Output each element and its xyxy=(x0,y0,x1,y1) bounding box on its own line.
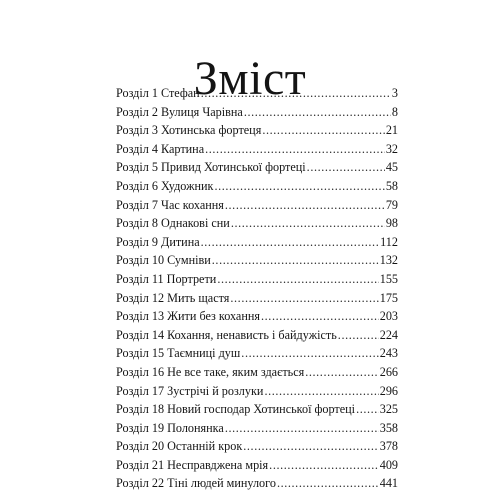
toc-dot-leader xyxy=(201,84,391,103)
toc-dot-leader xyxy=(261,307,379,326)
toc-dot-leader xyxy=(262,121,385,140)
toc-entry xyxy=(116,289,398,308)
toc-dot-leader xyxy=(243,437,378,456)
toc-entry-title: Розділ 3 Хотинська фортеця xyxy=(116,123,262,138)
toc-entry-page-number: 325 xyxy=(379,402,398,417)
toc-dot-leader xyxy=(264,382,378,401)
table-of-contents xyxy=(116,84,398,493)
toc-entry xyxy=(116,326,398,345)
toc-dot-leader xyxy=(277,474,379,493)
toc-dot-leader xyxy=(201,233,380,252)
toc-entry-page-number: 409 xyxy=(379,457,398,472)
toc-entry-title: Розділ 22 Тіні людей минулого xyxy=(116,476,276,491)
page-title: Зміст xyxy=(193,52,307,106)
toc-entry xyxy=(116,307,398,326)
toc-entry-title: Розділ 12 Мить щастя xyxy=(116,290,230,305)
toc-entry-title: Розділ 5 Привид Хотинської фортеці xyxy=(116,160,306,175)
toc-entry-title: Розділ 16 Не все таке, яким здається xyxy=(116,364,305,379)
toc-entry-page-number: 45 xyxy=(385,160,398,175)
toc-entry-title: Розділ 21 Несправджена мрія xyxy=(116,457,269,472)
toc-entry-title: Розділ 14 Кохання, ненависть і байдужість xyxy=(116,327,337,342)
toc-entry-page-number: 32 xyxy=(385,141,398,156)
toc-dot-leader xyxy=(230,289,378,308)
toc-dot-leader xyxy=(244,103,391,122)
toc-dot-leader xyxy=(307,158,385,177)
toc-entry-page-number: 132 xyxy=(379,253,398,268)
toc-entry-title: Розділ 4 Картина xyxy=(116,141,205,156)
toc-entry-page-number: 58 xyxy=(385,178,398,193)
toc-entry-page-number: 175 xyxy=(379,290,398,305)
toc-entry xyxy=(116,419,398,438)
toc-entry-page-number: 203 xyxy=(379,309,398,324)
toc-entry-page-number: 358 xyxy=(379,420,398,435)
toc-dot-leader xyxy=(225,196,385,215)
toc-entry-title: Розділ 13 Жити без кохання xyxy=(116,309,260,324)
toc-dot-leader xyxy=(231,214,385,233)
toc-entry xyxy=(116,437,398,456)
toc-entry xyxy=(116,474,398,493)
toc-dot-leader xyxy=(269,456,379,475)
toc-entry-title: Розділ 15 Таємниці душ xyxy=(116,346,241,361)
toc-entry-title: Розділ 9 Дитина xyxy=(116,234,200,249)
toc-entry-title: Розділ 7 Час кохання xyxy=(116,197,224,212)
toc-entry-page-number: 296 xyxy=(379,383,398,398)
toc-entry xyxy=(116,103,398,122)
toc-dot-leader xyxy=(305,363,379,382)
toc-entry-page-number: 98 xyxy=(385,216,398,231)
toc-entry xyxy=(116,400,398,419)
toc-dot-leader xyxy=(338,326,379,345)
toc-entry-title: Розділ 1 Стефан xyxy=(116,86,200,100)
toc-entry xyxy=(116,270,398,289)
toc-entry-page-number: 112 xyxy=(380,234,398,249)
toc-entry xyxy=(116,177,398,196)
toc-dot-leader xyxy=(217,270,378,289)
toc-dot-leader xyxy=(356,400,379,419)
toc-dot-leader xyxy=(225,419,379,438)
toc-entry-title: Розділ 10 Сумніви xyxy=(116,253,211,268)
toc-dot-leader xyxy=(214,177,384,196)
toc-entry-title: Розділ 19 Полонянка xyxy=(116,420,224,435)
toc-entry-page-number: 3 xyxy=(391,86,398,100)
toc-entry-title: Розділ 6 Художник xyxy=(116,178,214,193)
toc-entry xyxy=(116,84,398,103)
toc-entry-page-number: 8 xyxy=(391,104,398,119)
toc-entry xyxy=(116,233,398,252)
toc-entry-page-number: 266 xyxy=(379,364,398,379)
toc-entry xyxy=(116,121,398,140)
toc-dot-leader xyxy=(241,344,378,363)
toc-entry xyxy=(116,344,398,363)
toc-entry xyxy=(116,363,398,382)
toc-entry xyxy=(116,140,398,159)
toc-dot-leader xyxy=(212,251,379,270)
toc-entry-title: Розділ 2 Вулиця Чарівна xyxy=(116,104,243,119)
toc-entry-page-number: 21 xyxy=(385,123,398,138)
toc-entry xyxy=(116,214,398,233)
toc-entry-page-number: 224 xyxy=(379,327,398,342)
toc-entry-page-number: 79 xyxy=(385,197,398,212)
toc-entry-title: Розділ 18 Новий господар Хотинської фортеці xyxy=(116,402,356,417)
toc-entry xyxy=(116,158,398,177)
toc-entry-title: Розділ 8 Однакові сни xyxy=(116,216,230,231)
toc-entry xyxy=(116,456,398,475)
toc-dot-leader xyxy=(205,140,385,159)
toc-entry-page-number: 441 xyxy=(379,476,398,491)
toc-entry-title: Розділ 11 Портрети xyxy=(116,271,217,286)
toc-entry xyxy=(116,382,398,401)
toc-entry-page-number: 155 xyxy=(379,271,398,286)
toc-entry-title: Розділ 20 Останній крок xyxy=(116,439,243,454)
toc-entry-title: Розділ 17 Зустрічі й розлуки xyxy=(116,383,264,398)
toc-entry-page-number: 243 xyxy=(379,346,398,361)
toc-entry-page-number: 378 xyxy=(379,439,398,454)
toc-entry xyxy=(116,251,398,270)
toc-entry xyxy=(116,196,398,215)
